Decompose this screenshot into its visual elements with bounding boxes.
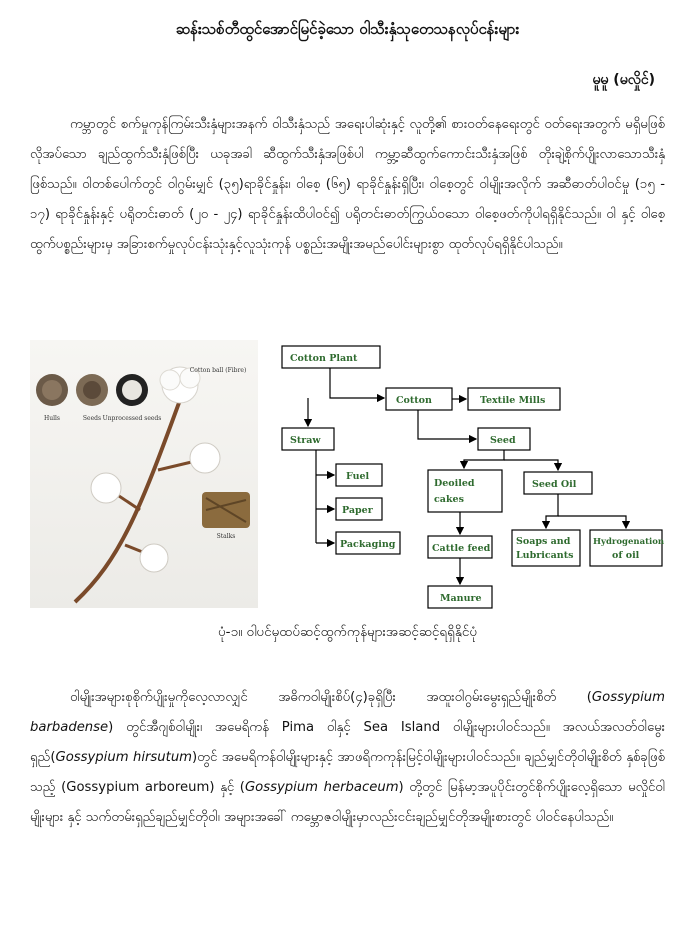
label-manure: Manure [440,593,482,604]
label-straw: Straw [290,435,321,446]
label-cotton: Cotton [396,395,432,406]
cotton-boll [140,544,168,572]
label-cotton-plant: Cotton Plant [290,353,358,364]
label-cakes: cakes [434,494,464,505]
label-soaps: Soaps and [516,536,571,547]
box-deoiled-cakes [428,470,502,512]
author-name: မူမူ (မလှိုင်) [592,72,655,88]
label-cotton-ball: Cotton ball (Fibre) [189,367,247,374]
label-seed-oil: Seed Oil [532,479,577,490]
label-seeds: Seeds [82,415,102,422]
label-stalks: Stalks [216,533,236,540]
species-text-4: ) တို့တွင် မြန်မာ့အပူပိုင်းတွင်စိုက်ပျိုးလေ့ရှိသော မလှိုင်ဝါမျိုးများ နှင့် သက်တမ်းရှည်ချည်မျှင်တိုဝါ၊ အများအခေါ် ကမ္ဘောဇဝါမျိုးမှာလည်းငင်းချည်မျှင်တိုအမျိုးစားတွင် ပါဝင်နေပါသည်။ [30,780,665,825]
products-flow-diagram [260,340,665,610]
label-seed: Seed [490,435,516,446]
label-textile-mills: Textile Mills [480,395,546,406]
label-unprocessed-seeds: Unprocessed seeds [102,415,162,422]
cotton-products-figure [30,340,665,610]
label-cattle-feed: Cattle feed [432,543,491,554]
label-hulls: Hulls [43,415,61,422]
label-of-oil: of oil [612,550,640,561]
label-lubricants: Lubricants [516,550,574,561]
species-paragraph [30,683,665,833]
species-text-2: ) တွင်အီဂျစ်ဝါမျိုး၊ အမေရိကန် Pima ဝါနှင့် Sea Island ဝါမျိုးများပါဝင်သည်။ အလယ်အလတ်ဝါမွေးရှည်( [30,720,665,765]
label-packaging: Packaging [340,539,396,550]
page-title: ဆန်းသစ်တီထွင်အောင်မြင်ခဲ့သော ဝါသီးနှံသုတေသနလုပ်ငန်းများ [175,20,520,38]
intro-paragraph: ကမ္ဘာတွင် စက်မှုကုန်ကြမ်းသီးနှံများအနက် ဝါသီးနှံသည် အရေးပါဆုံးနှင့် လူတို့၏ စားဝတ်နေရေးတွင် ဝတ်ရေးအတွက် မရှိမဖြစ်လိုအပ်သော ချည်ထွက်သီးနှံဖြစ်ပြီး ယခုအခါ ဆီထွက်သီးနှံအဖြစ်ပါ ကမ္ဘာ့ဆီထွက်ကောင်းသီးနှံအဖြစ် တိုးချဲ့စိုက်ပျိုးလာသောသီးနှံဖြစ်သည်။ ဝါတစ်ပေါက်တွင် ဝါဂွမ်းမျှင် (၃၅)ရာခိုင်နှုန်း၊ ဝါစေ့ (၆၅) ရာခိုင်နှုန်းရှိပြီး၊ ဝါစေ့တွင် ဝါမျိုးအလိုက် အဆီဓာတ်ပါဝင်မှု (၁၅ - ၁၇) ရာခိုင်နှုန်းနှင့် ပရိုတင်းဓာတ် (၂၀ - ၂၄) ရာခိုင်နှုန်းထိပါဝင်၍ ပရိုတင်းဓာတ်ကြွယ်ဝသော ဝါစေ့ဖတ်ကိုပါရရှိနိုင်သည်။ ဝါ နှင့် ဝါစေ့ထွက်ပစ္စည်းများမှ အခြားစက်မှုလုပ်ငန်းသုံးနှင့်လူသုံးကုန် ပစ္စည်းအမျိုးအမည်ပေါင်းများစွာ ထုတ်လုပ်ရရှိနိုင်ပါသည်။ [30,117,665,252]
cotton-photo-drawing [30,340,258,608]
cotton-photo [30,340,258,608]
species-text-3: )တွင် အမေရိကန်ဝါမျိုးများနှင့် အာဖရိကကုန်းမြင့်ဝါမျိုးများပါဝင်သည်။ ချည်မျှင်တိုဝါမျိုးစိတ် နှစ်ခုဖြစ်သည့် (Gossypium arboreum) နှင့် ( [30,750,666,795]
label-hydrogenation: Hydrogenation [593,537,665,547]
species-text-1: ဝါမျိုးအများစုစိုက်ပျိုးမှုကိုလေ့လာလျှင် အဓိကဝါမျိုးစိပ်(၄)ခုရှိပြီး အထူးဝါဂွမ်းမွေးရှည်မျိုးစိတ် ( [70,690,592,705]
cotton-boll [190,443,220,473]
species-herbaceum: Gossypium herbaceum [244,780,399,795]
cotton-boll [91,473,121,503]
species-hirsutum: Gossypium hirsutum [55,750,193,765]
label-deoiled: Deoiled [434,478,475,489]
figure-caption: ပုံ-၁။ ဝါပင်မှထပ်ဆင့်ထွက်ကုန်များအဆင့်ဆင့်ရရှိနိုင်ပုံ [217,624,478,640]
label-fuel: Fuel [346,471,370,482]
label-paper: Paper [342,505,373,516]
species-barbadense: Gossypium barbadense [30,690,665,735]
